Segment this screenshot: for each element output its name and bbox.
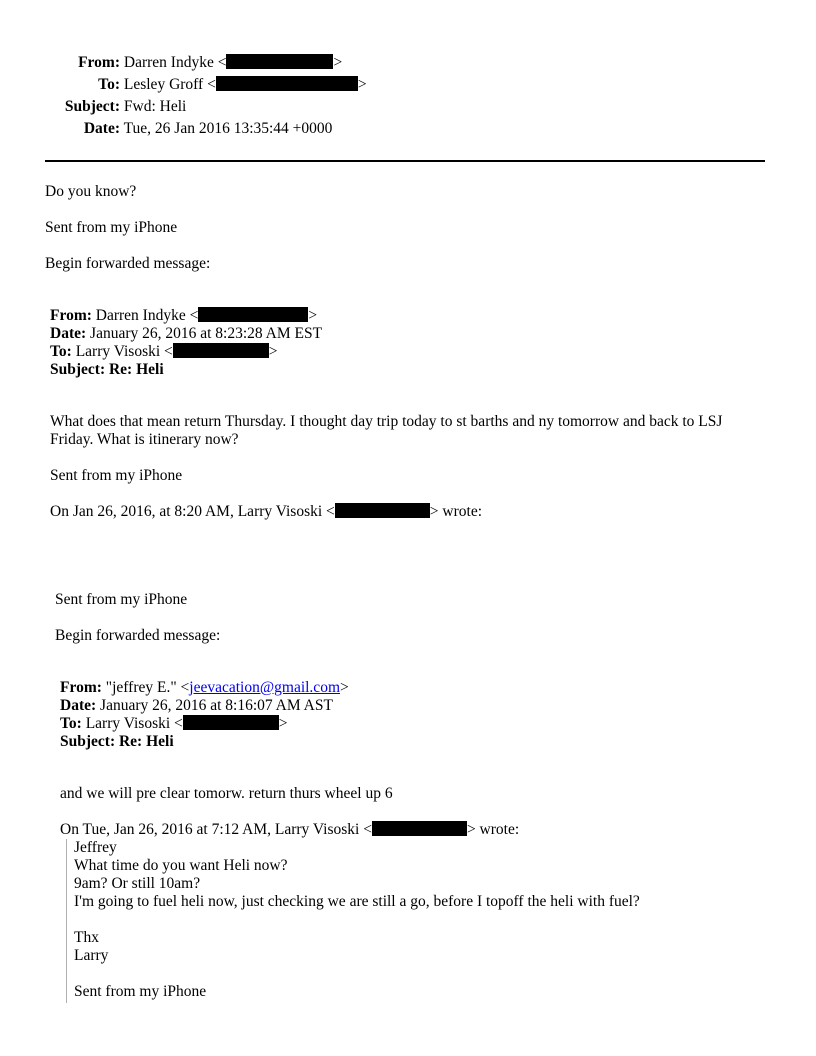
fwd2-wrote-line	[60, 821, 519, 839]
redacted-block	[198, 307, 308, 322]
header-from-row	[0, 54, 342, 72]
fwd1-to-name: Larry Visoski <	[75, 343, 173, 360]
header-subject-label: Subject:	[64, 98, 120, 115]
fwd2-subject: Subject: Re: Heli	[60, 733, 174, 750]
redacted-block	[173, 343, 269, 358]
quoted-line: I'm going to fuel heli now, just checking we are still a go, before I topoff the heli with fuel?	[74, 893, 640, 910]
fwd1-from-row	[50, 307, 317, 325]
redacted-block	[183, 715, 279, 730]
header-from-name: Darren Indyke <	[123, 54, 227, 71]
header-date-label: Date:	[83, 120, 120, 137]
header-date-value: Tue, 26 Jan 2016 13:35:44 +0000	[123, 120, 333, 137]
redacted-block	[335, 503, 430, 518]
fwd1-date-value: January 26, 2016 at 8:23:28 AM EST	[90, 325, 323, 342]
quoted-line: Jeffrey	[74, 839, 117, 856]
header-date-row	[0, 120, 332, 138]
fwd2-to-name: Larry Visoski <	[85, 715, 183, 732]
fwd2-sent: Sent from my iPhone	[55, 591, 188, 608]
fwd2-to-row	[60, 715, 288, 733]
fwd1-date-row	[50, 325, 322, 343]
header-to-row	[0, 76, 367, 94]
fwd2-wrote-suffix: > wrote:	[466, 821, 520, 838]
bracket: >	[357, 76, 367, 93]
quoted-line: What time do you want Heli now?	[74, 857, 288, 874]
quote-bar	[66, 839, 67, 1003]
fwd2-date-label: Date:	[60, 697, 97, 714]
body-line: Sent from my iPhone	[45, 219, 178, 236]
bracket: >	[340, 679, 349, 696]
header-subject-row	[0, 98, 186, 116]
fwd1-from-name: Darren Indyke <	[95, 307, 199, 324]
fwd1-date-label: Date:	[50, 325, 87, 342]
quoted-line: Thx	[74, 929, 99, 946]
bracket: >	[308, 307, 318, 324]
header-to-label: To:	[98, 76, 120, 93]
body-line: Do you know?	[45, 183, 137, 200]
fwd2-wrote-prefix: On Tue, Jan 26, 2016 at 7:12 AM, Larry Visoski <	[60, 821, 372, 838]
fwd2-date-row	[60, 697, 333, 715]
redacted-block	[372, 821, 467, 836]
header-divider	[45, 160, 765, 162]
fwd2-to-label: To:	[60, 715, 82, 732]
body-line: Begin forwarded message:	[45, 255, 211, 272]
fwd1-wrote-line	[50, 503, 482, 521]
fwd1-message-line: Friday. What is itinerary now?	[50, 431, 239, 448]
fwd1-wrote-suffix: > wrote:	[429, 503, 483, 520]
fwd2-from-label: From:	[60, 679, 102, 696]
fwd1-to-row	[50, 343, 278, 361]
quoted-line: Sent from my iPhone	[74, 983, 207, 1000]
fwd1-sent: Sent from my iPhone	[50, 467, 183, 484]
fwd2-date-value: January 26, 2016 at 8:16:07 AM AST	[100, 697, 333, 714]
fwd2-from-email-link[interactable]: jeevacation@gmail.com	[189, 679, 340, 696]
quoted-line: Larry	[74, 947, 109, 964]
redacted-block	[226, 54, 333, 69]
bracket: >	[333, 54, 343, 71]
fwd1-message-line: What does that mean return Thursday. I thought day trip today to st barths and ny tomorrow and back to LSJ	[50, 413, 723, 430]
redacted-block	[216, 76, 358, 91]
bracket: >	[268, 343, 278, 360]
quoted-line: 9am? Or still 10am?	[74, 875, 201, 892]
fwd2-from-name: "jeffrey E." <	[105, 679, 190, 696]
fwd2-message: and we will pre clear tomorw. return thurs wheel up 6	[60, 785, 393, 802]
bracket: >	[278, 715, 288, 732]
fwd2-from-row	[60, 679, 349, 697]
fwd1-wrote-prefix: On Jan 26, 2016, at 8:20 AM, Larry Visoski <	[50, 503, 335, 520]
header-from-label: From:	[78, 54, 120, 71]
fwd1-subject: Subject: Re: Heli	[50, 361, 164, 378]
fwd1-from-label: From:	[50, 307, 92, 324]
fwd1-to-label: To:	[50, 343, 72, 360]
header-to-name: Lesley Groff <	[123, 76, 216, 93]
header-subject-value: Fwd: Heli	[123, 98, 187, 115]
fwd2-begin: Begin forwarded message:	[55, 627, 221, 644]
